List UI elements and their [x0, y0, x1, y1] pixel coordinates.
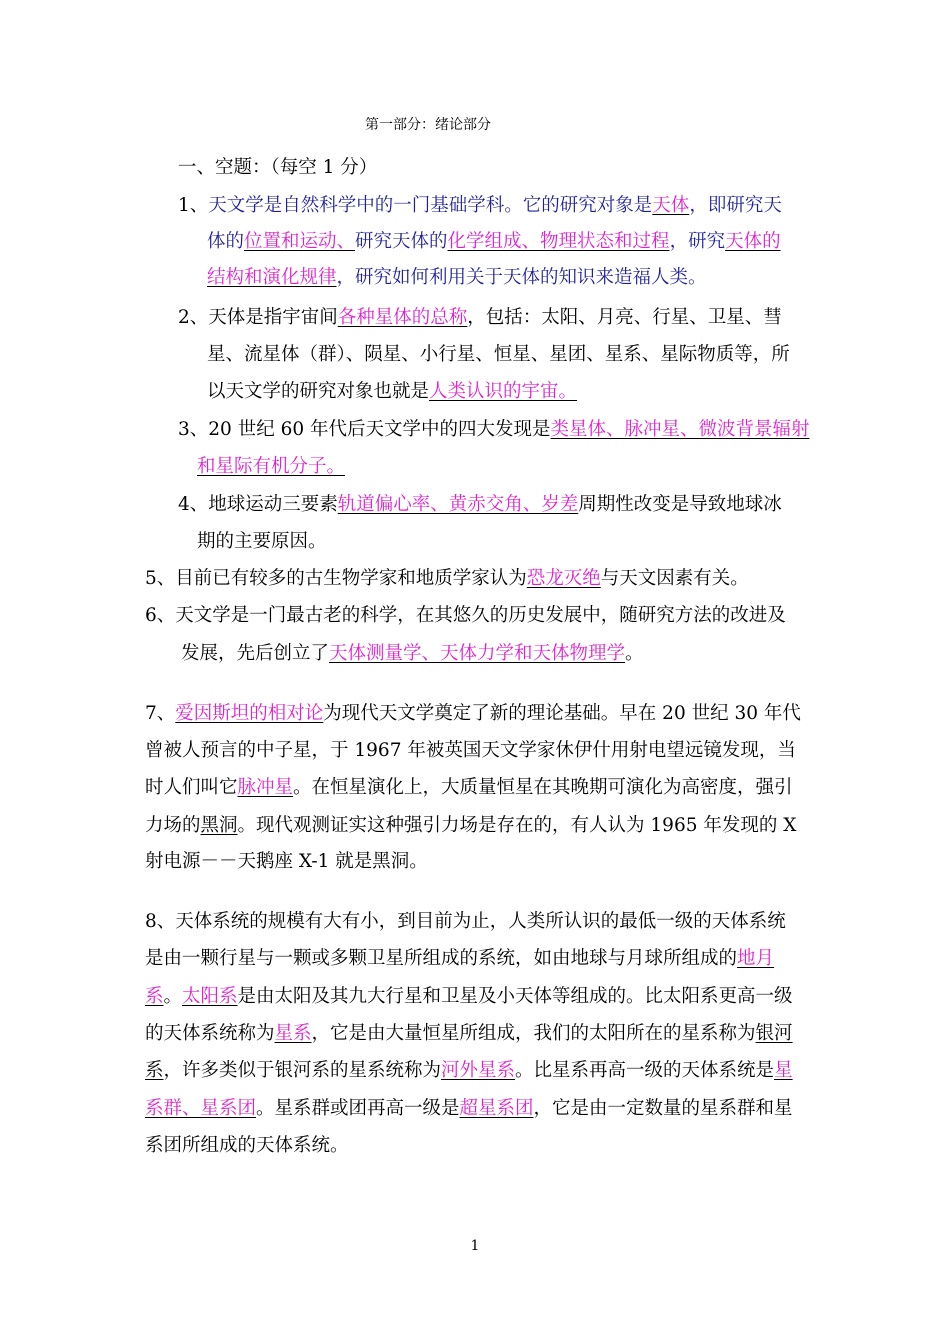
- q1-blank-2: 位置和运动、: [244, 231, 356, 252]
- q5-blank-1: 恐龙灭绝: [526, 568, 601, 589]
- q1-line-2: [207, 229, 781, 255]
- q2-blank-1: 各种星体的总称: [337, 307, 468, 328]
- q7-blank-2: 脉冲星: [237, 777, 294, 798]
- page-title: 第一部分：绪论部分: [365, 117, 491, 133]
- q8-text: 的天体系统称为: [145, 1023, 275, 1044]
- q8-blank-7: 超星系团: [459, 1098, 534, 1119]
- q2-text: ，包括：太阳、月亮、行星、卫星、彗: [467, 307, 782, 328]
- q7-blank-1: 爱因斯坦的相对论: [175, 703, 324, 724]
- q4-line-2: 期的主要原因。: [197, 531, 327, 552]
- q7-line-1: [145, 701, 801, 727]
- q1-blank-1: 天体: [652, 195, 690, 216]
- q4-text: 4、地球运动三要素: [178, 494, 338, 515]
- q7-text: 为现代天文学奠定了新的理论基础。早在 20 世纪 30 年代: [323, 703, 801, 724]
- q8-blank-1b: 系: [145, 986, 164, 1007]
- q1-line-1: [178, 193, 782, 219]
- q2-blank-2: 人类认识的宇宙。: [429, 381, 578, 402]
- page-number: 1: [470, 1238, 480, 1254]
- q8-text: 是由太阳及其九大行星和卫星及小天体等组成的。比太阳系更高一级: [237, 986, 793, 1007]
- q7-text: 时人们叫它: [145, 777, 238, 798]
- q3-blank-1b: 和星际有机分子。: [197, 456, 346, 477]
- q3-text: 3、20 世纪 60 年代后天文学中的四大发现是: [178, 419, 551, 440]
- q2-line-1: [178, 305, 782, 331]
- q6-text: 发展，先后创立了: [181, 643, 330, 664]
- q2-text: 2、天体是指宇宙间: [178, 307, 338, 328]
- q8-text: 。: [163, 986, 183, 1007]
- q3-blank-1a: 类星体、脉冲星、微波背景辐射: [550, 419, 810, 440]
- q8-text: 。比星系再高一级的天体系统是: [515, 1060, 775, 1081]
- q8-line-2: [145, 946, 774, 972]
- q8-blank-3: 星系: [274, 1023, 312, 1044]
- q7-blank-3: 黑洞: [200, 815, 238, 836]
- q7-text: 力场的: [145, 815, 201, 836]
- q1-text: ，研究如何利用关于天体的知识来造福人类。: [336, 267, 707, 288]
- q2-text: 以天文学的研究对象也就是: [207, 381, 430, 402]
- q8-text: 。星系群或团再高一级是: [256, 1098, 460, 1119]
- q1-text: 研究天体的: [355, 231, 448, 252]
- q7-line-2: 曾被人预言的中子星，于 1967 年被英国天文学家休伊什用射电望远镜发现，当: [145, 740, 796, 761]
- q7-line-3: [145, 775, 793, 801]
- q5-line-1: [145, 566, 749, 592]
- q5-text: 5、目前已有较多的古生物学家和地质学家认为: [145, 568, 527, 589]
- q8-text: 是由一颗行星与一颗或多颗卫星所组成的系统，如由地球与月球所组成的: [145, 948, 738, 969]
- q1-blank-4a: 天体的: [725, 231, 781, 252]
- q7-text: 7、: [145, 703, 176, 724]
- q8-blank-5: 河外星系: [441, 1060, 516, 1081]
- q4-text: 周期性改变是导致地球冰: [578, 494, 782, 515]
- q5-text: 与天文因素有关。: [600, 568, 749, 589]
- q4-blank-1: 轨道偏心率、黄赤交角、岁差: [337, 494, 579, 515]
- q7-line-4: [145, 813, 796, 839]
- q8-blank-4a: 银河: [755, 1023, 793, 1044]
- q8-line-3: [145, 984, 793, 1010]
- q6-blank-1: 天体测量学、天体力学和天体物理学: [329, 643, 626, 664]
- q3-line-1: [178, 417, 810, 443]
- q3-line-2: [197, 454, 345, 480]
- q1-number: 1、: [178, 195, 209, 216]
- q1-blank-4b: 结构和演化规律: [207, 267, 337, 288]
- q1-text: ，即研究天: [689, 195, 782, 216]
- q8-blank-6b: 系群、星系团: [145, 1098, 257, 1119]
- q7-line-5: 射电源－－天鹅座 X-1 就是黑洞。: [145, 851, 428, 872]
- q1-text: 天文学是自然科学中的一门基础学科。它的研究对象是: [208, 195, 653, 216]
- q6-text: 。: [625, 643, 644, 664]
- q8-text: ，它是由大量恒星所组成，我们的太阳所在的星系称为: [311, 1023, 756, 1044]
- q1-text: ，研究: [669, 231, 726, 252]
- q8-blank-6a: 星: [774, 1060, 793, 1081]
- q6-line-2: [181, 641, 644, 667]
- q8-line-6: [145, 1096, 793, 1122]
- q1-line-3: [207, 265, 707, 291]
- q7-text: 。在恒星演化上，大质量恒星在其晚期可演化为高密度，强引: [293, 777, 793, 798]
- q8-line-7: 系团所组成的天体系统。: [145, 1135, 349, 1156]
- q8-line-1: 8、天体系统的规模有大有小，到目前为止，人类所认识的最低一级的天体系统: [145, 911, 786, 932]
- q8-text: ，许多类似于银河系的星系统称为: [163, 1060, 442, 1081]
- q1-blank-3: 化学组成、物理状态和过程: [447, 231, 670, 252]
- q2-line-2: 星、流星体（群）、陨星、小行星、恒星、星团、星系、星际物质等，所: [207, 344, 790, 365]
- q2-line-3: [207, 379, 577, 405]
- q8-blank-4b: 系: [145, 1060, 164, 1081]
- q4-line-1: [178, 492, 782, 518]
- q8-line-5: [145, 1058, 793, 1084]
- q7-text: 。现代观测证实这种强引力场是存在的，有人认为 1965 年发现的 X: [237, 815, 797, 836]
- q8-blank-2: 太阳系: [182, 986, 238, 1007]
- q8-line-4: [145, 1021, 793, 1047]
- q1-text: 体的: [207, 231, 245, 252]
- q6-line-1: 6、天文学是一门最古老的科学，在其悠久的历史发展中，随研究方法的改进及: [145, 605, 786, 626]
- q8-text: ，它是由一定数量的星系群和星: [533, 1098, 793, 1119]
- section-heading: 一、空题：（每空 1 分）: [178, 157, 378, 178]
- q8-blank-1a: 地月: [737, 948, 775, 969]
